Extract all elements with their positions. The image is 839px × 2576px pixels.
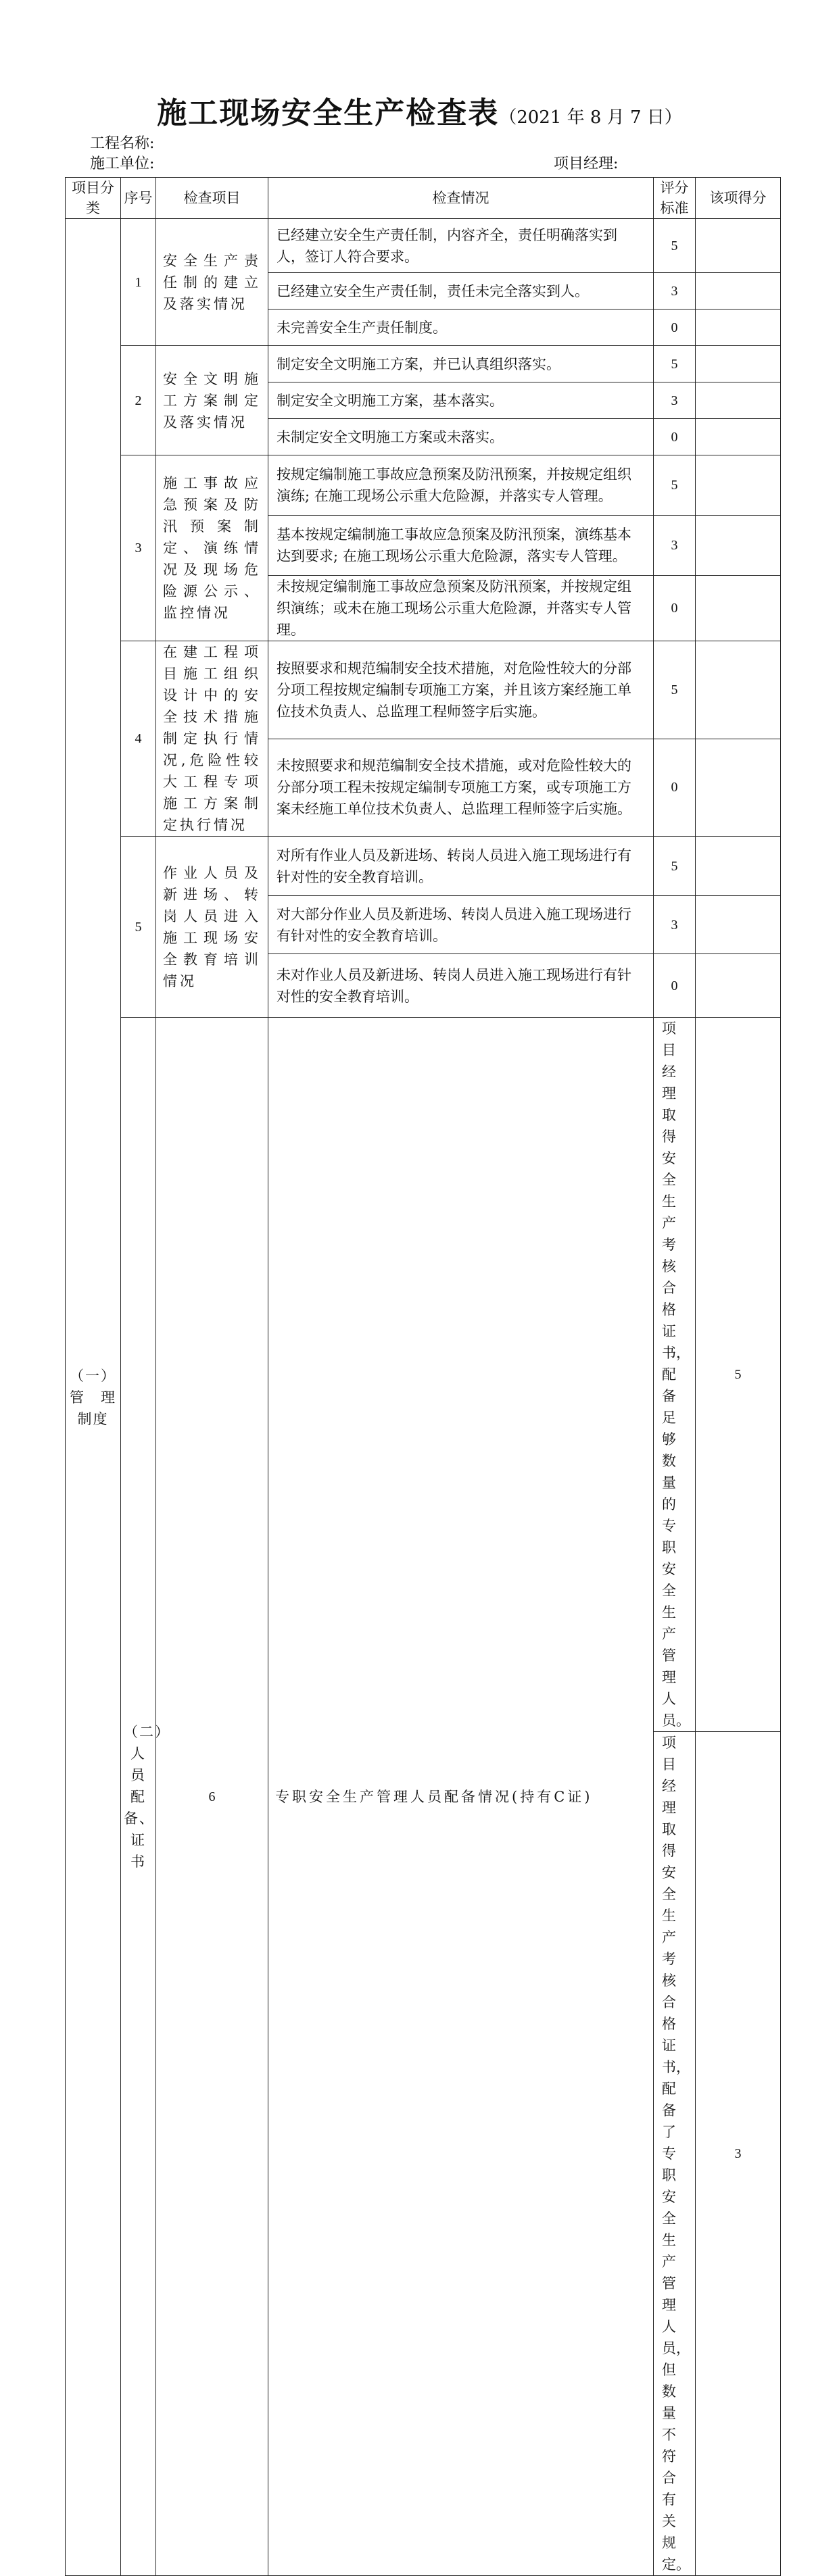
standard-cell: 5 xyxy=(654,455,696,516)
situation-cell: 未按规定编制施工事故应急预案及防汛预案，并按规定组织演练；或未在施工现场公示重大危险源，并落实专人管理。 xyxy=(268,576,654,641)
score-cell[interactable] xyxy=(696,576,781,641)
standard-cell: 0 xyxy=(654,954,696,1018)
score-cell[interactable] xyxy=(696,641,781,739)
standard-cell: 5 xyxy=(654,219,696,273)
page-title xyxy=(0,93,839,138)
title-date: （2021 年 8 月 7 日） xyxy=(499,107,682,128)
item-name-cell: 在建工程项目施工组织设计中的安全技术措施制定执行情况,危险性较大工程专项施工方案制定执行情况 xyxy=(156,641,268,837)
header-item: 检查项目 xyxy=(156,178,268,219)
situation-cell: 制定安全文明施工方案，并已认真组织落实。 xyxy=(268,346,654,382)
table-row xyxy=(66,837,781,896)
category-cell: （一）管 理制度 xyxy=(66,219,121,2576)
standard-cell: 0 xyxy=(654,419,696,455)
seq-cell: 4 xyxy=(121,641,156,837)
standard-cell: 3 xyxy=(696,1732,781,2576)
seq-cell: 6 xyxy=(156,1018,268,2576)
situation-cell: 按规定编制施工事故应急预案及防汛预案，并按规定组织演练; 在施工现场公示重大危险源，并落实专人管理。 xyxy=(268,455,654,516)
table-header-row xyxy=(66,178,781,219)
standard-cell: 3 xyxy=(654,896,696,954)
standard-cell: 0 xyxy=(654,739,696,837)
standard-cell: 5 xyxy=(696,1018,781,1732)
score-cell[interactable] xyxy=(696,516,781,576)
score-cell[interactable] xyxy=(696,739,781,837)
header-score: 该项得分 xyxy=(696,178,781,219)
inspection-table xyxy=(65,177,781,2576)
table-row xyxy=(66,1018,781,1732)
standard-cell: 0 xyxy=(654,309,696,346)
situation-cell: 项目经理取得安全生产考核合格证书，配备足够数量的专职安全生产管理人员。 xyxy=(654,1018,696,1732)
header-seq: 序号 xyxy=(121,178,156,219)
score-cell[interactable] xyxy=(696,419,781,455)
table-row xyxy=(66,641,781,739)
situation-cell: 已经建立安全生产责任制，责任未完全落实到人。 xyxy=(268,273,654,309)
score-cell[interactable] xyxy=(696,896,781,954)
table-row xyxy=(66,346,781,382)
table-row xyxy=(66,455,781,516)
score-cell[interactable] xyxy=(696,273,781,309)
standard-cell: 3 xyxy=(654,382,696,419)
standard-cell: 5 xyxy=(654,346,696,382)
situation-cell: 未制定安全文明施工方案或未落实。 xyxy=(268,419,654,455)
construction-unit-row xyxy=(90,154,780,174)
construction-unit-label: 施工单位: xyxy=(90,155,155,172)
situation-cell: 未完善安全生产责任制度。 xyxy=(268,309,654,346)
project-name-label: 工程名称: xyxy=(90,135,155,152)
situation-cell: 已经建立安全生产责任制，内容齐全，责任明确落实到人，签订人符合要求。 xyxy=(268,219,654,273)
standard-cell: 3 xyxy=(654,516,696,576)
situation-cell: 项目经理取得安全生产考核合格证书，配备了专职安全生产管理人员，但数量不符合有关规定。 xyxy=(654,1732,696,2576)
item-name-cell: 专职安全生产管理人员配备情况(持有C证) xyxy=(268,1018,654,2576)
seq-cell: 5 xyxy=(121,837,156,1018)
score-cell[interactable] xyxy=(696,455,781,516)
situation-cell: 制定安全文明施工方案，基本落实。 xyxy=(268,382,654,419)
item-name-cell: 施工事故应急预案及防汛预案制定、演练情况及现场危险源公示、监控情况 xyxy=(156,455,268,641)
item-name-cell: 安全文明施工方案制定及落实情况 xyxy=(156,346,268,455)
standard-cell: 5 xyxy=(654,837,696,896)
standard-cell: 5 xyxy=(654,641,696,739)
header-category: 项目分类 xyxy=(66,178,121,219)
standard-cell: 0 xyxy=(654,576,696,641)
situation-cell: 未对作业人员及新进场、转岗人员进入施工现场进行有针对性的安全教育培训。 xyxy=(268,954,654,1018)
header-standard: 评分标准 xyxy=(654,178,696,219)
table-row xyxy=(66,219,781,273)
situation-cell: 未按照要求和规范编制安全技术措施，或对危险性较大的分部分项工程未按规定编制专项施工方案，或专项施工方案未经施工单位技术负责人、总监理工程师签字后实施。 xyxy=(268,739,654,837)
seq-cell: 3 xyxy=(121,455,156,641)
seq-cell: 2 xyxy=(121,346,156,455)
project-manager-label: 项目经理: xyxy=(554,155,619,172)
standard-cell: 3 xyxy=(654,273,696,309)
score-cell[interactable] xyxy=(696,837,781,896)
score-cell[interactable] xyxy=(696,346,781,382)
seq-cell: 1 xyxy=(121,219,156,346)
header-situation: 检查情况 xyxy=(268,178,654,219)
situation-cell: 按照要求和规范编制安全技术措施，对危险性较大的分部分项工程按规定编制专项施工方案，并且该方案经施工单位技术负责人、总监理工程师签字后实施。 xyxy=(268,641,654,739)
category-cell: （二）人 员配备、证书 xyxy=(121,1018,156,2576)
score-cell[interactable] xyxy=(696,954,781,1018)
title-text: 施工现场安全生产检查表 xyxy=(157,96,500,130)
situation-cell: 对所有作业人员及新进场、转岗人员进入施工现场进行有针对性的安全教育培训。 xyxy=(268,837,654,896)
score-cell[interactable] xyxy=(696,309,781,346)
situation-cell: 对大部分作业人员及新进场、转岗人员进入施工现场进行有针对性的安全教育培训。 xyxy=(268,896,654,954)
score-cell[interactable] xyxy=(696,219,781,273)
item-name-cell: 安全生产责任制的建立及落实情况 xyxy=(156,219,268,346)
item-name-cell: 作业人员及新进场、转岗人员进入施工现场安全教育培训情况 xyxy=(156,837,268,1018)
score-cell[interactable] xyxy=(696,382,781,419)
situation-cell: 基本按规定编制施工事故应急预案及防汛预案，演练基本达到要求; 在施工现场公示重大危险源，落实专人管理。 xyxy=(268,516,654,576)
